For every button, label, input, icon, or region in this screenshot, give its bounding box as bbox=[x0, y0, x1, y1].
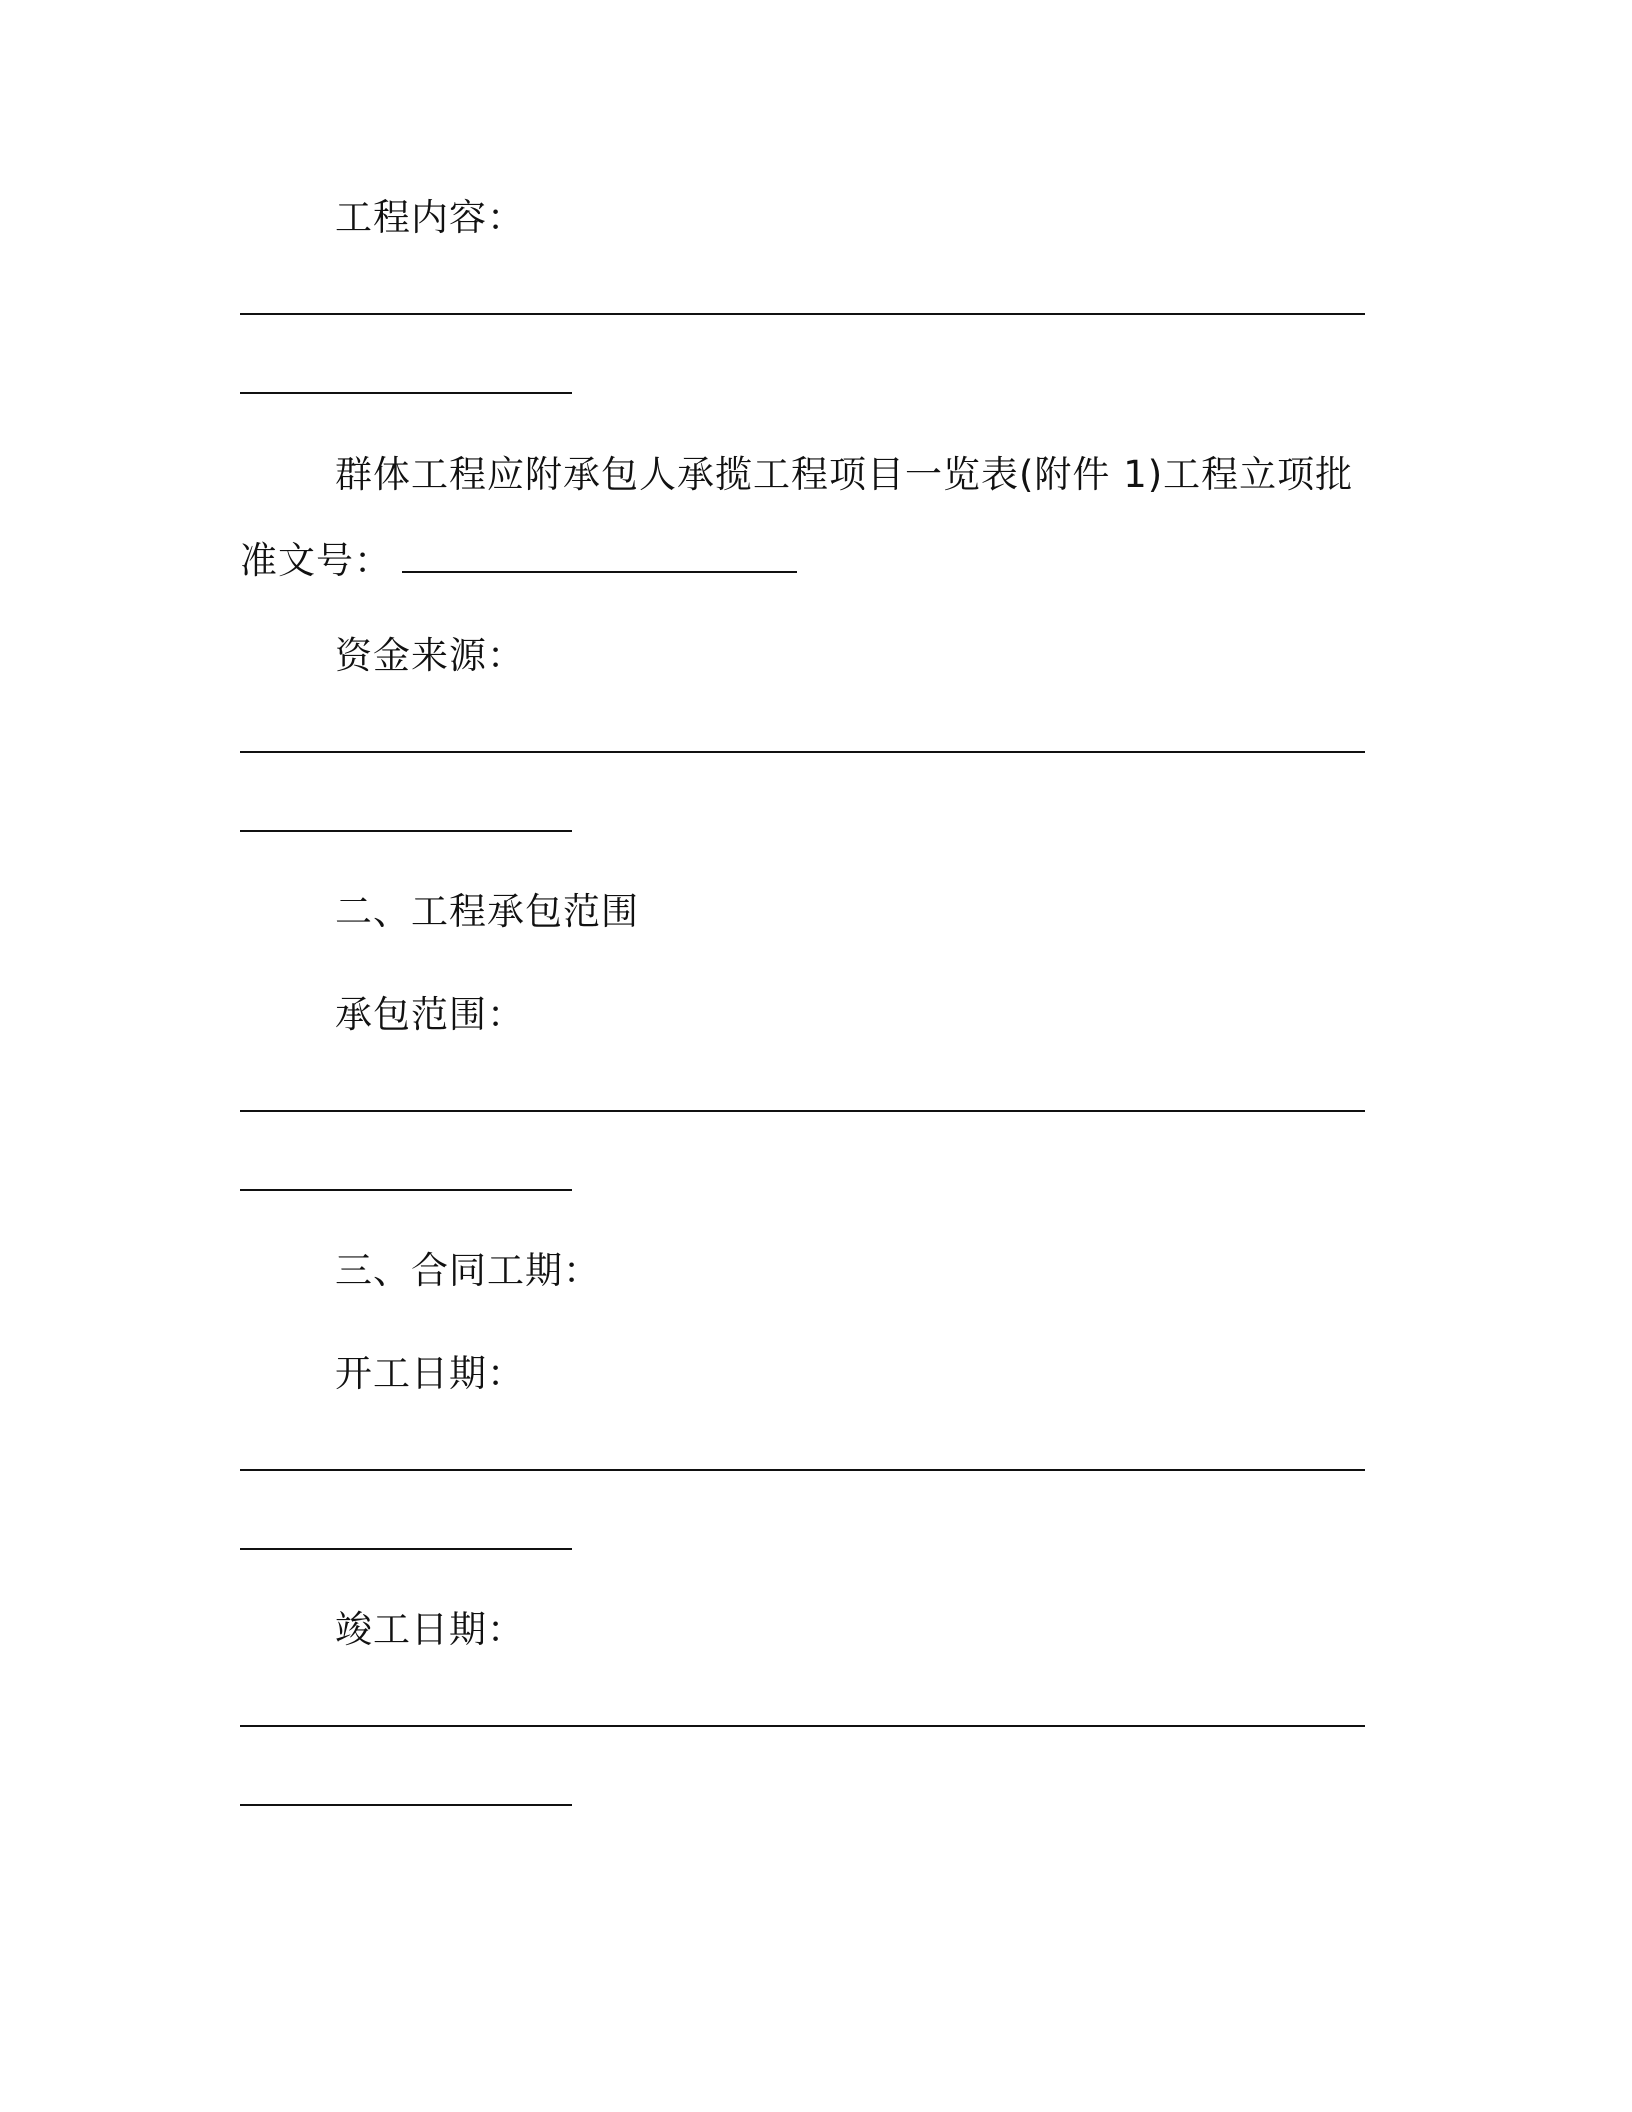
section-2-heading: 二、工程承包范围 bbox=[335, 890, 639, 933]
project-content-blank-line-2[interactable] bbox=[240, 392, 572, 394]
group-project-text: 群体工程应附承包人承揽工程项目一览表(附件 1)工程立项批准文号： bbox=[240, 453, 1354, 582]
fund-source-blank-line-2[interactable] bbox=[240, 830, 572, 832]
group-project-paragraph bbox=[240, 432, 1365, 604]
scope-blank-line-2[interactable] bbox=[240, 1189, 572, 1191]
section-3-heading: 三、合同工期： bbox=[335, 1249, 601, 1292]
scope-blank-line-1[interactable] bbox=[240, 1110, 1365, 1112]
scope-label: 承包范围： bbox=[335, 993, 525, 1036]
completion-date-blank-line-2[interactable] bbox=[240, 1804, 572, 1806]
fund-source-blank-line-1[interactable] bbox=[240, 751, 1365, 753]
completion-date-blank-line-1[interactable] bbox=[240, 1725, 1365, 1727]
start-date-blank-line-1[interactable] bbox=[240, 1469, 1365, 1471]
start-date-label: 开工日期： bbox=[335, 1352, 525, 1395]
start-date-blank-line-2[interactable] bbox=[240, 1548, 572, 1550]
fund-source-label: 资金来源： bbox=[335, 634, 525, 677]
project-content-blank-line-1[interactable] bbox=[240, 313, 1365, 315]
completion-date-label: 竣工日期： bbox=[335, 1608, 525, 1651]
project-content-label: 工程内容： bbox=[335, 196, 525, 239]
approval-number-blank[interactable] bbox=[402, 571, 797, 573]
